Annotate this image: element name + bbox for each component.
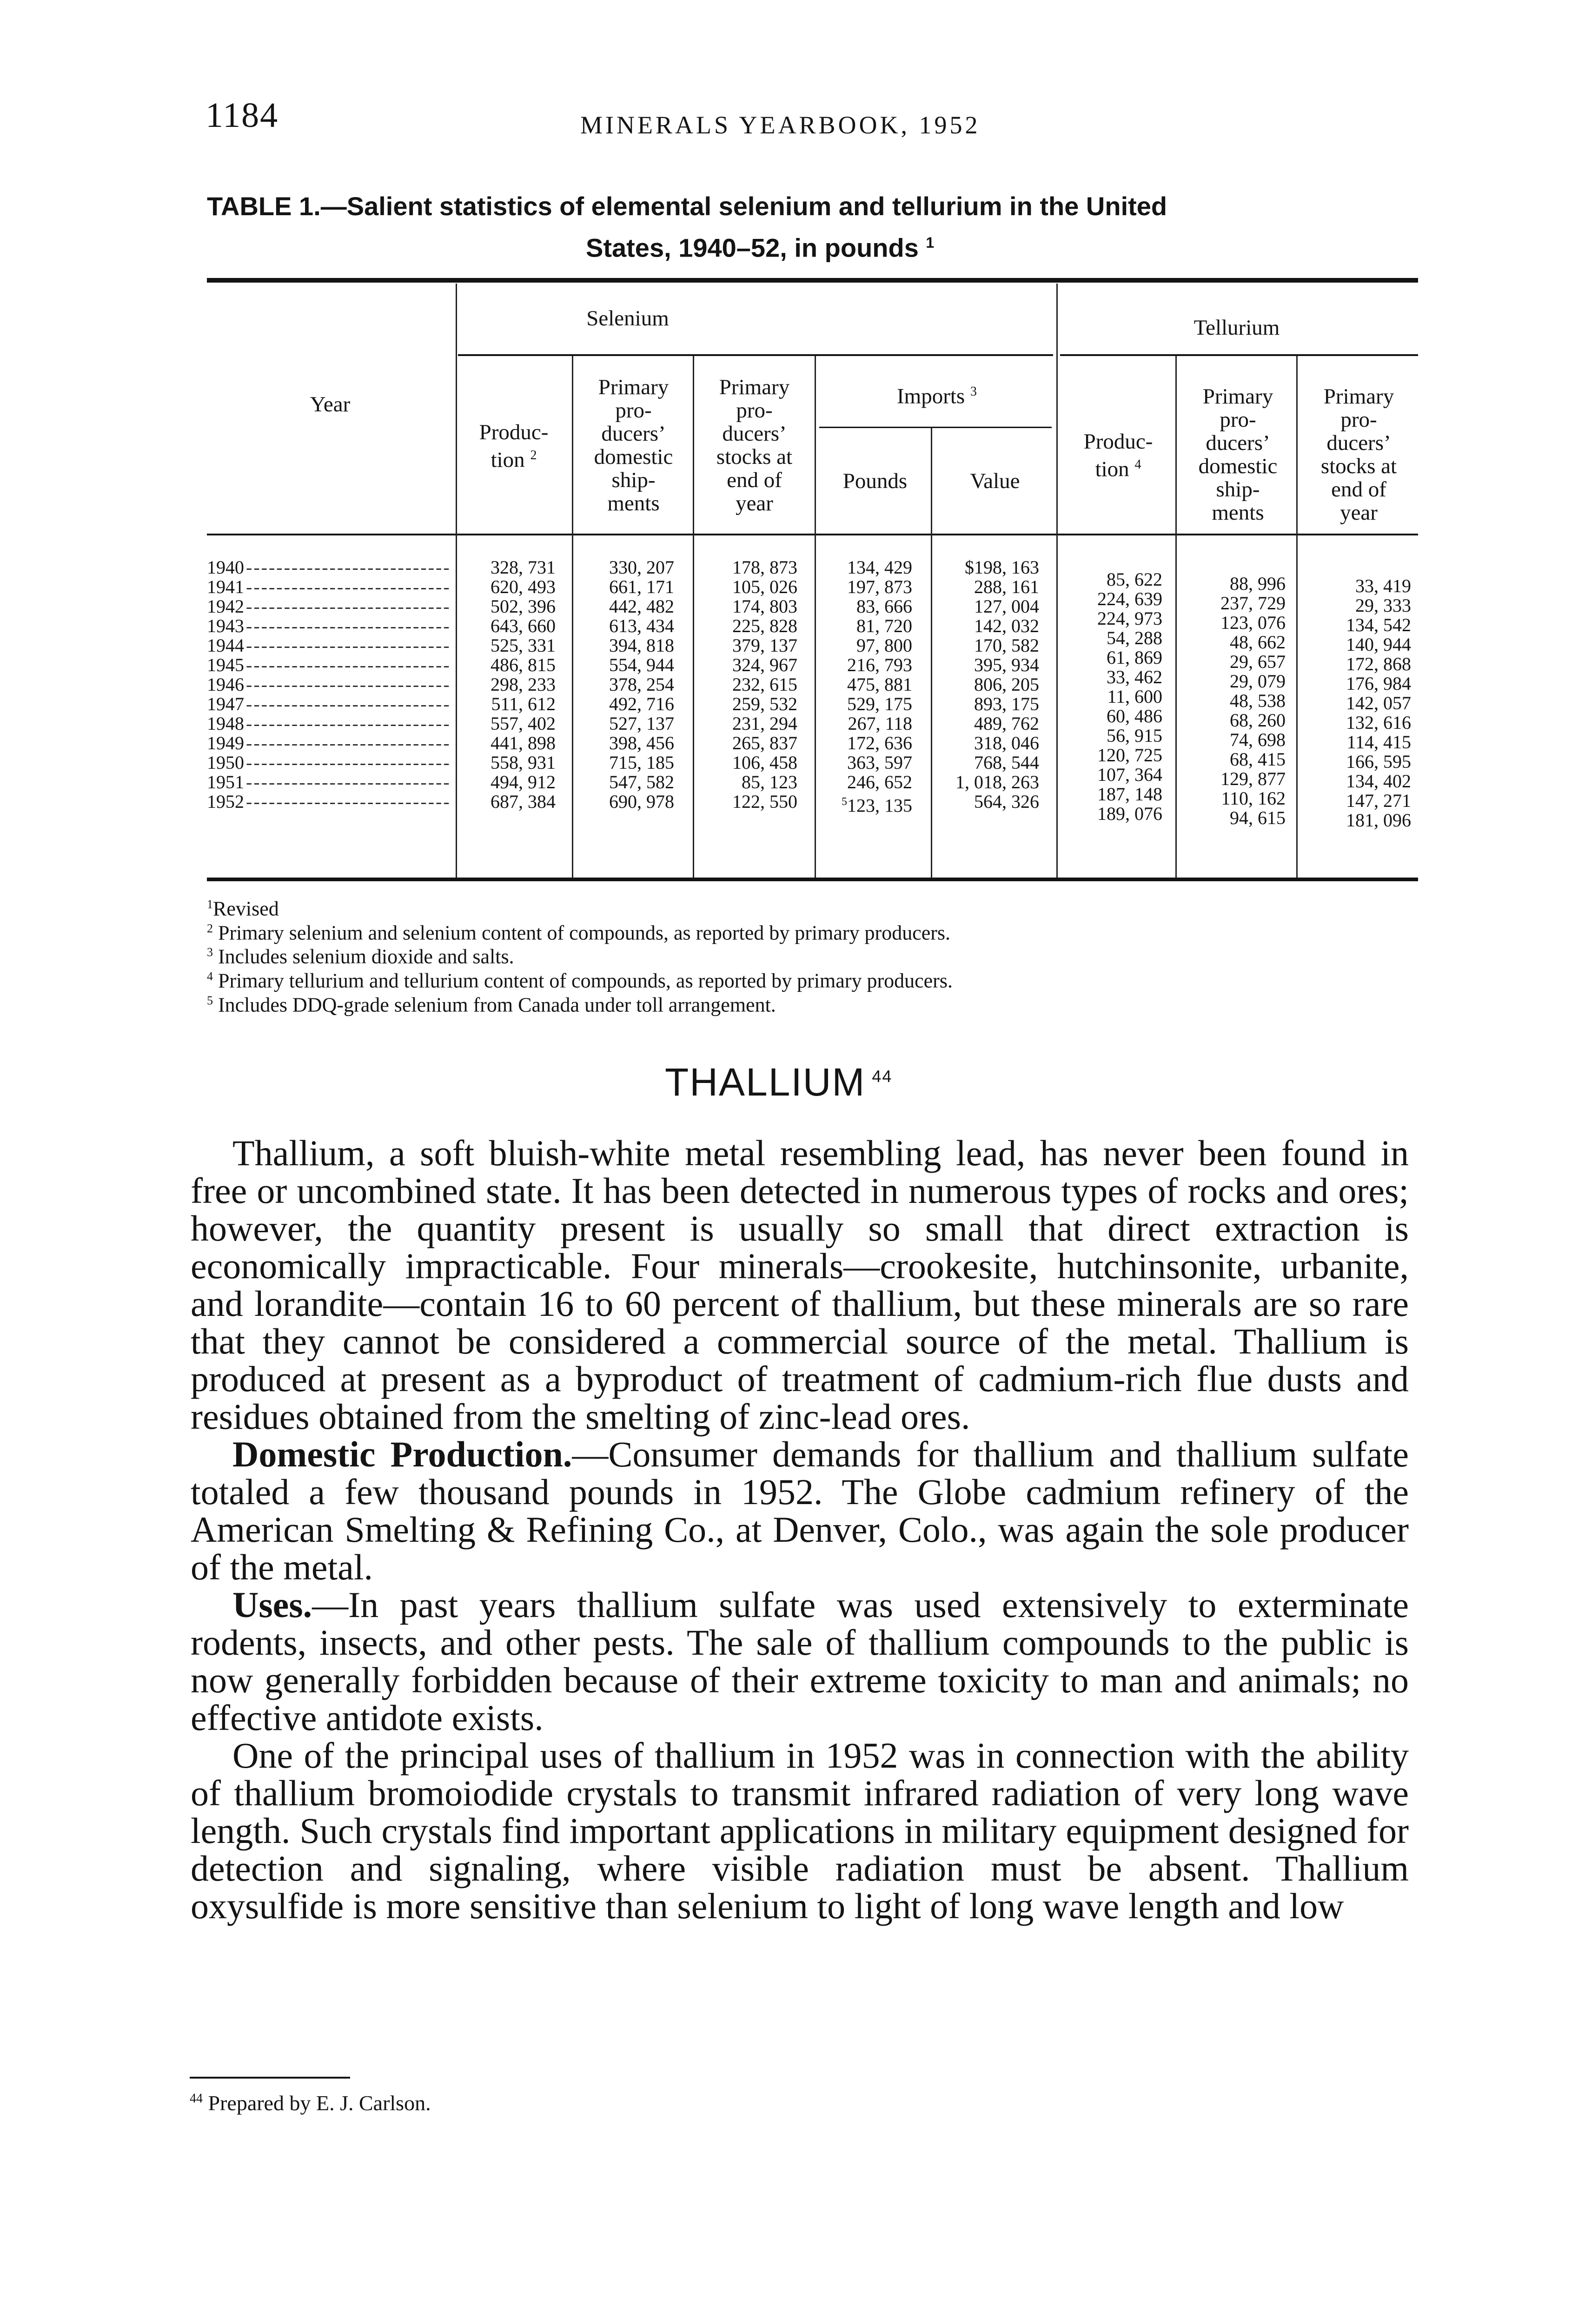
footnote: $^5$ Includes DDQ-grade selenium from Canada under toll arrangement. xyxy=(207,993,776,1017)
table-cell: 105, 026 xyxy=(732,576,797,597)
table-cell: 33, 419 xyxy=(1355,575,1411,596)
table-cell: 265, 837 xyxy=(732,733,797,753)
table-cell: 318, 046 xyxy=(974,733,1039,753)
table-cell: 68, 415 xyxy=(1230,749,1286,770)
table-cell: 187, 148 xyxy=(1097,784,1162,805)
table-cell: 547, 582 xyxy=(609,772,674,792)
table-caption-line1: TABLE 1.—Salient statistics of elemental selenium and tellurium in the United xyxy=(207,191,1167,221)
table-cell: 527, 137 xyxy=(609,713,674,734)
table-footnotes xyxy=(207,895,1462,1015)
header-year: Year xyxy=(310,392,351,416)
table-cell: 398, 456 xyxy=(609,733,674,753)
table-row-year: 1951 ----- xyxy=(207,772,451,792)
table-cell: 267, 118 xyxy=(848,713,912,734)
table-row-year: 1952 ----- xyxy=(207,792,451,812)
table-cell: 122, 550 xyxy=(732,791,797,812)
table-cell: 246, 652 xyxy=(847,772,912,792)
page-footnote: $^{44}$ Prepared by E. J. Carlson. xyxy=(190,2091,431,2115)
table-cell: 127, 004 xyxy=(974,596,1039,617)
se-production-column xyxy=(463,558,556,812)
table-row-year: 1948 ----- xyxy=(207,714,451,733)
table-cell: 176, 984 xyxy=(1346,673,1411,694)
imports-note: 3 xyxy=(970,384,977,399)
table-row-year: 1949 ----- xyxy=(207,733,451,753)
table-cell: 85, 622 xyxy=(1107,569,1162,590)
table-cell: 172, 868 xyxy=(1346,654,1411,674)
paragraph: Domestic Production.—Consumer demands for thallium and thallium sulfate totaled a few thousand pounds in 1952. The Globe cadmium refinery of the American Smelting & Refining Co., at Denver, Colo., was again the sole producer of the metal. xyxy=(191,1434,1409,1587)
imports-span-rule xyxy=(819,427,1052,428)
table-cell: 11, 600 xyxy=(1107,686,1162,707)
table-cell: 687, 384 xyxy=(491,791,556,812)
header-tellurium: Tellurium xyxy=(1193,316,1280,340)
table-cell: 81, 720 xyxy=(856,615,912,636)
table-cell: 97, 800 xyxy=(856,635,912,656)
table-cell: 216, 793 xyxy=(847,654,912,675)
table-cell: 328, 731 xyxy=(491,557,556,578)
table-row-year: 1947 ----- xyxy=(207,694,451,714)
table-cell: 147, 271 xyxy=(1346,790,1411,811)
table-cell: 643, 660 xyxy=(491,615,556,636)
header-bottom-rule xyxy=(207,534,1418,535)
table-cell-with-note: $^5$123, 135 xyxy=(842,795,912,816)
table-cell: 56, 915 xyxy=(1107,725,1162,746)
table-cell: 378, 254 xyxy=(609,674,674,695)
table-cell: 525, 331 xyxy=(491,635,556,656)
header-se-stocks: Primary pro- ducers’ stocks at end of year xyxy=(716,375,793,515)
table-cell: 61, 869 xyxy=(1107,647,1162,668)
table-cell: 88, 996 xyxy=(1230,573,1286,594)
paragraph: Uses.—In past years thallium sulfate was used extensively to exterminate rodents, insects, and other pests. The sale of thallium compounds to the public is now generally forbidden because of their extreme toxicity to man and animals; no effective antidote exists. xyxy=(191,1585,1409,1738)
te-stocks-column xyxy=(1306,576,1411,830)
table-cell: 558, 931 xyxy=(491,752,556,773)
table-cell: 48, 662 xyxy=(1230,632,1286,653)
header-te-production: Produc- tion $^4$ xyxy=(1083,429,1153,482)
table-cell: 189, 076 xyxy=(1097,803,1162,824)
footnote: $^4$ Primary tellurium and tellurium content of compounds, as reported by primary producers. xyxy=(207,969,953,992)
table-cell: 132, 616 xyxy=(1346,712,1411,733)
table-cell: 298, 233 xyxy=(491,674,556,695)
section-heading xyxy=(665,1060,892,1105)
table-cell: 486, 815 xyxy=(491,654,556,675)
header-imports-pounds: Pounds xyxy=(842,469,908,493)
col-divider-selenium-tellurium xyxy=(1056,284,1058,878)
paragraph: One of the principal uses of thallium in 1952 was in connection with the ability of thallium bromoiodide crystals to transmit infrared radiation of very long wave length. Such crystals find important applications in military equipment designed for detection and signaling, where visible radiation must be absent. Thallium oxysulfide is more sensitive than selenium to light of long wave length and low xyxy=(191,1735,1409,1926)
table-cell: 54, 288 xyxy=(1107,627,1162,648)
table-cell: 288, 161 xyxy=(974,576,1039,597)
selenium-span-rule xyxy=(458,354,1053,356)
table-cell: 494, 912 xyxy=(491,772,556,792)
table-cell: 85, 123 xyxy=(742,772,797,792)
table-cell: 324, 967 xyxy=(732,654,797,675)
table-cell: 60, 486 xyxy=(1107,706,1162,726)
table-cell: 363, 597 xyxy=(847,752,912,773)
col-divider-te-ship xyxy=(1296,356,1298,878)
te-production-note: 4 xyxy=(1134,457,1141,472)
table-caption-note: 1 xyxy=(926,234,935,251)
table-cell: 170, 582 xyxy=(974,635,1039,656)
table-cell: $198, 163 xyxy=(965,557,1039,578)
table-row-year: 1945 ----- xyxy=(207,655,451,675)
table-cell: 120, 725 xyxy=(1097,745,1162,766)
imports-pounds-column xyxy=(819,557,912,816)
page-number: 1184 xyxy=(206,96,279,135)
se-production-note: 2 xyxy=(530,448,537,462)
footnote: $^3$ Includes selenium dioxide and salts. xyxy=(207,945,514,968)
table-cell: 806, 205 xyxy=(974,674,1039,695)
table-cell: 502, 396 xyxy=(491,596,556,617)
table-cell: 395, 934 xyxy=(974,654,1039,675)
table-cell: 225, 828 xyxy=(732,615,797,636)
header-se-shipments: Primary pro- ducers’ domestic ship- ments xyxy=(594,375,673,515)
table-cell: 554, 944 xyxy=(609,654,674,675)
section-title: THALLIUM xyxy=(665,1060,866,1104)
header-imports: Imports $^3$ xyxy=(897,384,977,409)
table-cell: 620, 493 xyxy=(491,576,556,597)
col-divider-se-ship xyxy=(693,356,694,878)
run-in-heading: Uses. xyxy=(232,1585,312,1625)
footnote: $^2$ Primary selenium and selenium content of compounds, as reported by primary producers. xyxy=(207,921,951,944)
table-cell: 768, 544 xyxy=(974,752,1039,773)
table-cell: 29, 657 xyxy=(1230,651,1286,672)
table-cell: 441, 898 xyxy=(491,733,556,753)
table-caption xyxy=(207,188,1439,266)
table-row-year: 1940 ----- xyxy=(207,558,451,577)
table-cell: 661, 171 xyxy=(609,576,674,597)
table-cell: 29, 079 xyxy=(1230,671,1286,692)
table-cell: 197, 873 xyxy=(847,576,912,597)
header-se-production: Produc- tion $^2$ xyxy=(479,420,549,472)
table-cell: 511, 612 xyxy=(491,693,556,714)
header-te-stocks: Primary pro- ducers’ stocks at end of year xyxy=(1320,384,1397,525)
table-caption-line2: States, 1940–52, in pounds xyxy=(586,233,919,263)
table-cell: 613, 434 xyxy=(609,615,674,636)
body-text xyxy=(191,1134,1409,1925)
table-cell: 48, 538 xyxy=(1230,690,1286,711)
te-shipments-column xyxy=(1190,574,1286,828)
run-in-heading: Domestic Production. xyxy=(232,1434,572,1474)
table-cell: 94, 615 xyxy=(1230,807,1286,828)
section-heading-note: 44 xyxy=(872,1067,893,1086)
table-cell: 33, 462 xyxy=(1107,667,1162,687)
header-selenium: Selenium xyxy=(586,306,669,330)
table-cell: 259, 532 xyxy=(732,693,797,714)
table-cell: 142, 032 xyxy=(974,615,1039,636)
table-cell: 178, 873 xyxy=(732,557,797,578)
table-cell: 140, 944 xyxy=(1346,634,1411,655)
table-cell: 134, 402 xyxy=(1346,771,1411,792)
col-divider-te-prod xyxy=(1175,356,1177,878)
table-row-year: 1943 ----- xyxy=(207,616,451,636)
table-cell: 107, 364 xyxy=(1097,764,1162,785)
table-cell: 174, 803 xyxy=(732,596,797,617)
se-shipments-column xyxy=(581,558,674,812)
table-cell: 557, 402 xyxy=(491,713,556,734)
table-cell: 74, 698 xyxy=(1230,729,1286,750)
table-cell: 690, 978 xyxy=(609,791,674,812)
table-cell: 181, 096 xyxy=(1346,810,1411,831)
table-cell: 232, 615 xyxy=(732,674,797,695)
table-bottom-rule xyxy=(207,878,1418,881)
table-row-year: 1944 ----- xyxy=(207,636,451,655)
table-cell: 442, 482 xyxy=(609,596,674,617)
table-cell: 492, 716 xyxy=(609,693,674,714)
col-divider-year xyxy=(456,284,457,878)
table-top-rule xyxy=(207,278,1418,283)
table-cell: 224, 973 xyxy=(1097,608,1162,629)
running-title: MINERALS YEARBOOK, 1952 xyxy=(580,111,981,139)
table-row-year: 1942 ----- xyxy=(207,597,451,616)
table-cell: 166, 595 xyxy=(1346,751,1411,772)
table-cell: 83, 666 xyxy=(856,596,912,617)
table-cell: 224, 639 xyxy=(1097,588,1162,609)
year-column xyxy=(207,558,451,812)
table-cell: 110, 162 xyxy=(1221,788,1286,809)
table-cell: 715, 185 xyxy=(609,752,674,773)
paragraph: Thallium, a soft bluish-white metal resembling lead, has never been found in free or uncombined state. It has been detected in numerous types of rocks and ores; however, the quantity present is usually so small that direct extraction is economically impracticable. Four minerals—crookesite, hutchinsonite, urbanite, and lorandite—contain 16 to 60 percent of thallium, but these minerals are so rare that they cannot be considered a commercial source of the metal. Thallium is produced at present as a byproduct of treatment of cadmium-rich flue dusts and residues obtained from the smelting of zinc-lead ores. xyxy=(191,1133,1409,1437)
table-row-year: 1941 ----- xyxy=(207,577,451,597)
se-stocks-column xyxy=(704,558,797,812)
table-cell: 29, 333 xyxy=(1355,595,1411,616)
tellurium-span-rule xyxy=(1060,354,1418,356)
table-cell: 394, 818 xyxy=(609,635,674,656)
table-cell: 68, 260 xyxy=(1230,710,1286,731)
table-cell: 1, 018, 263 xyxy=(955,772,1039,792)
table-cell: 134, 429 xyxy=(847,557,912,578)
table-cell: 529, 175 xyxy=(847,693,912,714)
table-cell: 106, 458 xyxy=(732,752,797,773)
col-divider-se-prod xyxy=(572,356,573,878)
table-cell: 231, 294 xyxy=(732,713,797,734)
table-row-year: 1946 ----- xyxy=(207,675,451,694)
footnote: $^1$Revised xyxy=(207,897,279,920)
footnote-rule xyxy=(190,2077,350,2079)
header-imports-value: Value xyxy=(970,469,1020,493)
table-cell: 114, 415 xyxy=(1346,732,1411,753)
table-cell: 129, 877 xyxy=(1220,768,1286,789)
imports-value-column xyxy=(932,558,1039,812)
table-cell: 564, 326 xyxy=(974,791,1039,812)
table-cell: 237, 729 xyxy=(1220,593,1286,614)
table-cell: 475, 881 xyxy=(847,674,912,695)
table-cell: 330, 207 xyxy=(609,557,674,578)
header-te-shipments: Primary pro- ducers’ domestic ship- ments xyxy=(1198,384,1278,525)
imports-pounds-note: 5 xyxy=(842,796,847,808)
table-row-year: 1950 ----- xyxy=(207,753,451,772)
table-cell: 142, 057 xyxy=(1346,693,1411,713)
table-cell: 123, 076 xyxy=(1220,612,1286,633)
table-cell: 379, 137 xyxy=(732,635,797,656)
table-cell: 489, 762 xyxy=(974,713,1039,734)
table-cell: 893, 175 xyxy=(974,693,1039,714)
te-production-column xyxy=(1067,570,1162,824)
table-cell: 172, 636 xyxy=(847,733,912,753)
table-cell: 134, 542 xyxy=(1346,614,1411,635)
col-divider-se-stocks xyxy=(815,356,816,878)
